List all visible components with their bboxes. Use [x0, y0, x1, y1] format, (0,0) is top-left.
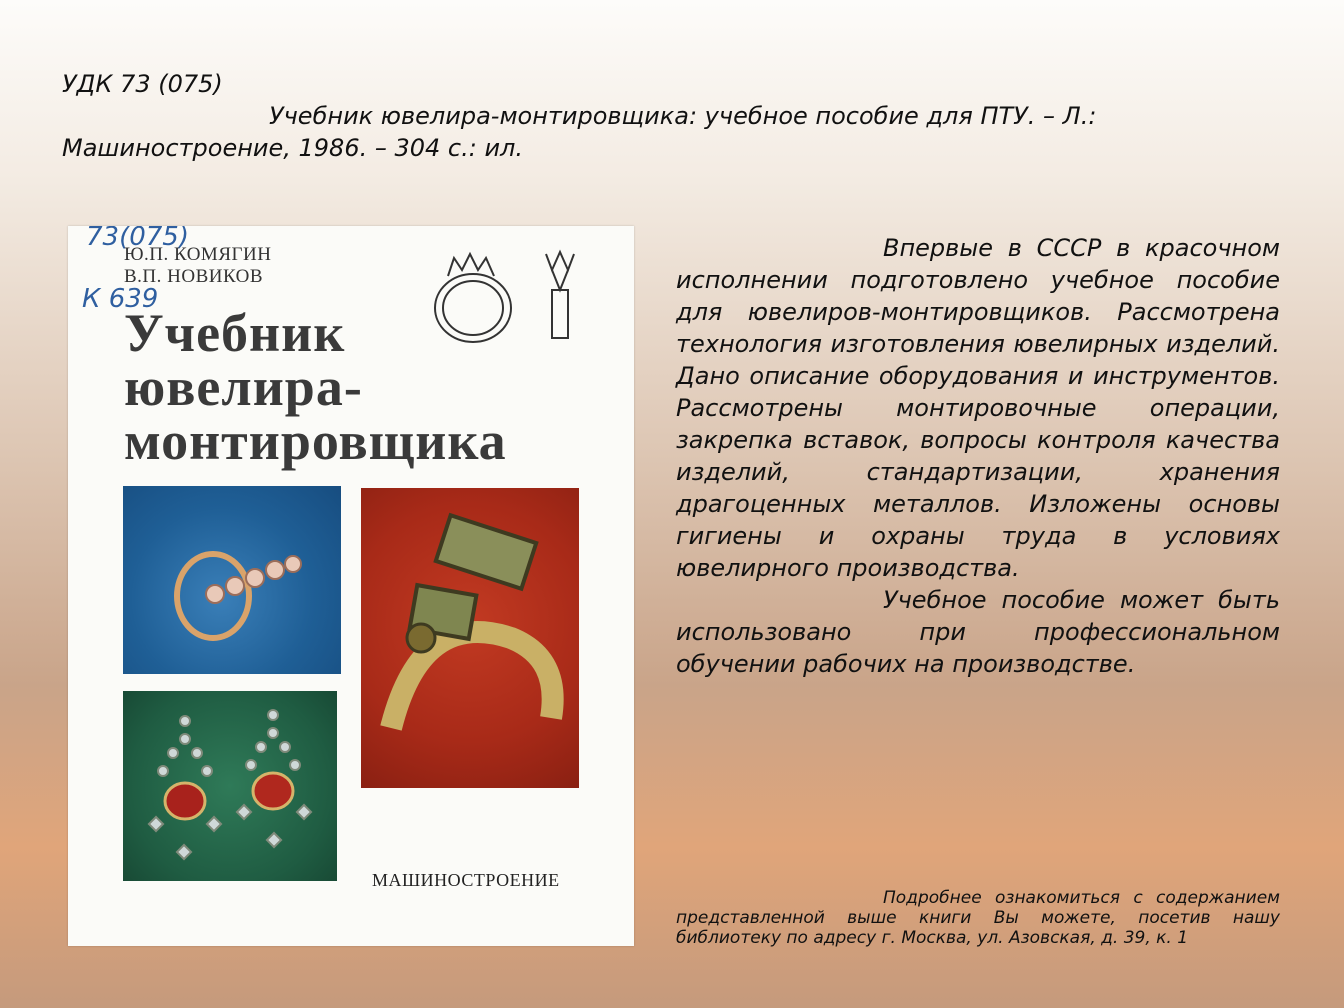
udk-code: УДК 73 (075) [62, 70, 223, 98]
library-stamp-shelf: К 639 [82, 284, 159, 314]
library-stamp-code: 73(075) [86, 226, 189, 252]
cover-publisher: МАШИНОСТРОЕНИЕ [372, 870, 560, 890]
cover-author-2: В.П. НОВИКОВ [124, 266, 264, 287]
description-paragraph-2: Учебное пособие может быть использовано при профессиональном обучении рабочих на производстве. [676, 586, 1280, 678]
book-description [676, 232, 1280, 680]
ring-photo [123, 486, 341, 674]
catalog-entry [62, 68, 1222, 164]
earrings-photo [123, 691, 337, 881]
cover-author-1: Ю.П. КОМЯГИН [124, 244, 272, 265]
footer-note [676, 888, 1280, 948]
description-paragraph-1: Впервые в СССР в красочном исполнении подготовлено учебное пособие для ювелиров-монтировщиков. Рассмотрена технология изготовления ювелирных изделий. Дано описание оборудования и инструментов. Рассмотрены монтировочные операции, закрепка вставок, вопросы контроля качества изделий, стандартизации, хранения драгоценных металлов. Изложены основы гигиены и охраны труда в условиях ювелирного производства. [676, 234, 1280, 582]
cover-title: Учебник ювелира- монтировщика [124, 303, 507, 471]
book-cover [68, 226, 634, 946]
footer-note-text: Подробнее ознакомиться с содержанием представленной выше книги Вы можете, посетив нашу библиотеку по адресу г. Москва, ул. Азовская, д. 39, к. 1 [676, 888, 1280, 948]
bracelet-photo [361, 488, 579, 788]
bibliographic-publisher: Машиностроение, 1986. – 304 с.: ил. [62, 134, 524, 162]
bibliographic-title: Учебник ювелира-монтировщика: учебное пособие для ПТУ. – Л.: [269, 102, 1097, 130]
